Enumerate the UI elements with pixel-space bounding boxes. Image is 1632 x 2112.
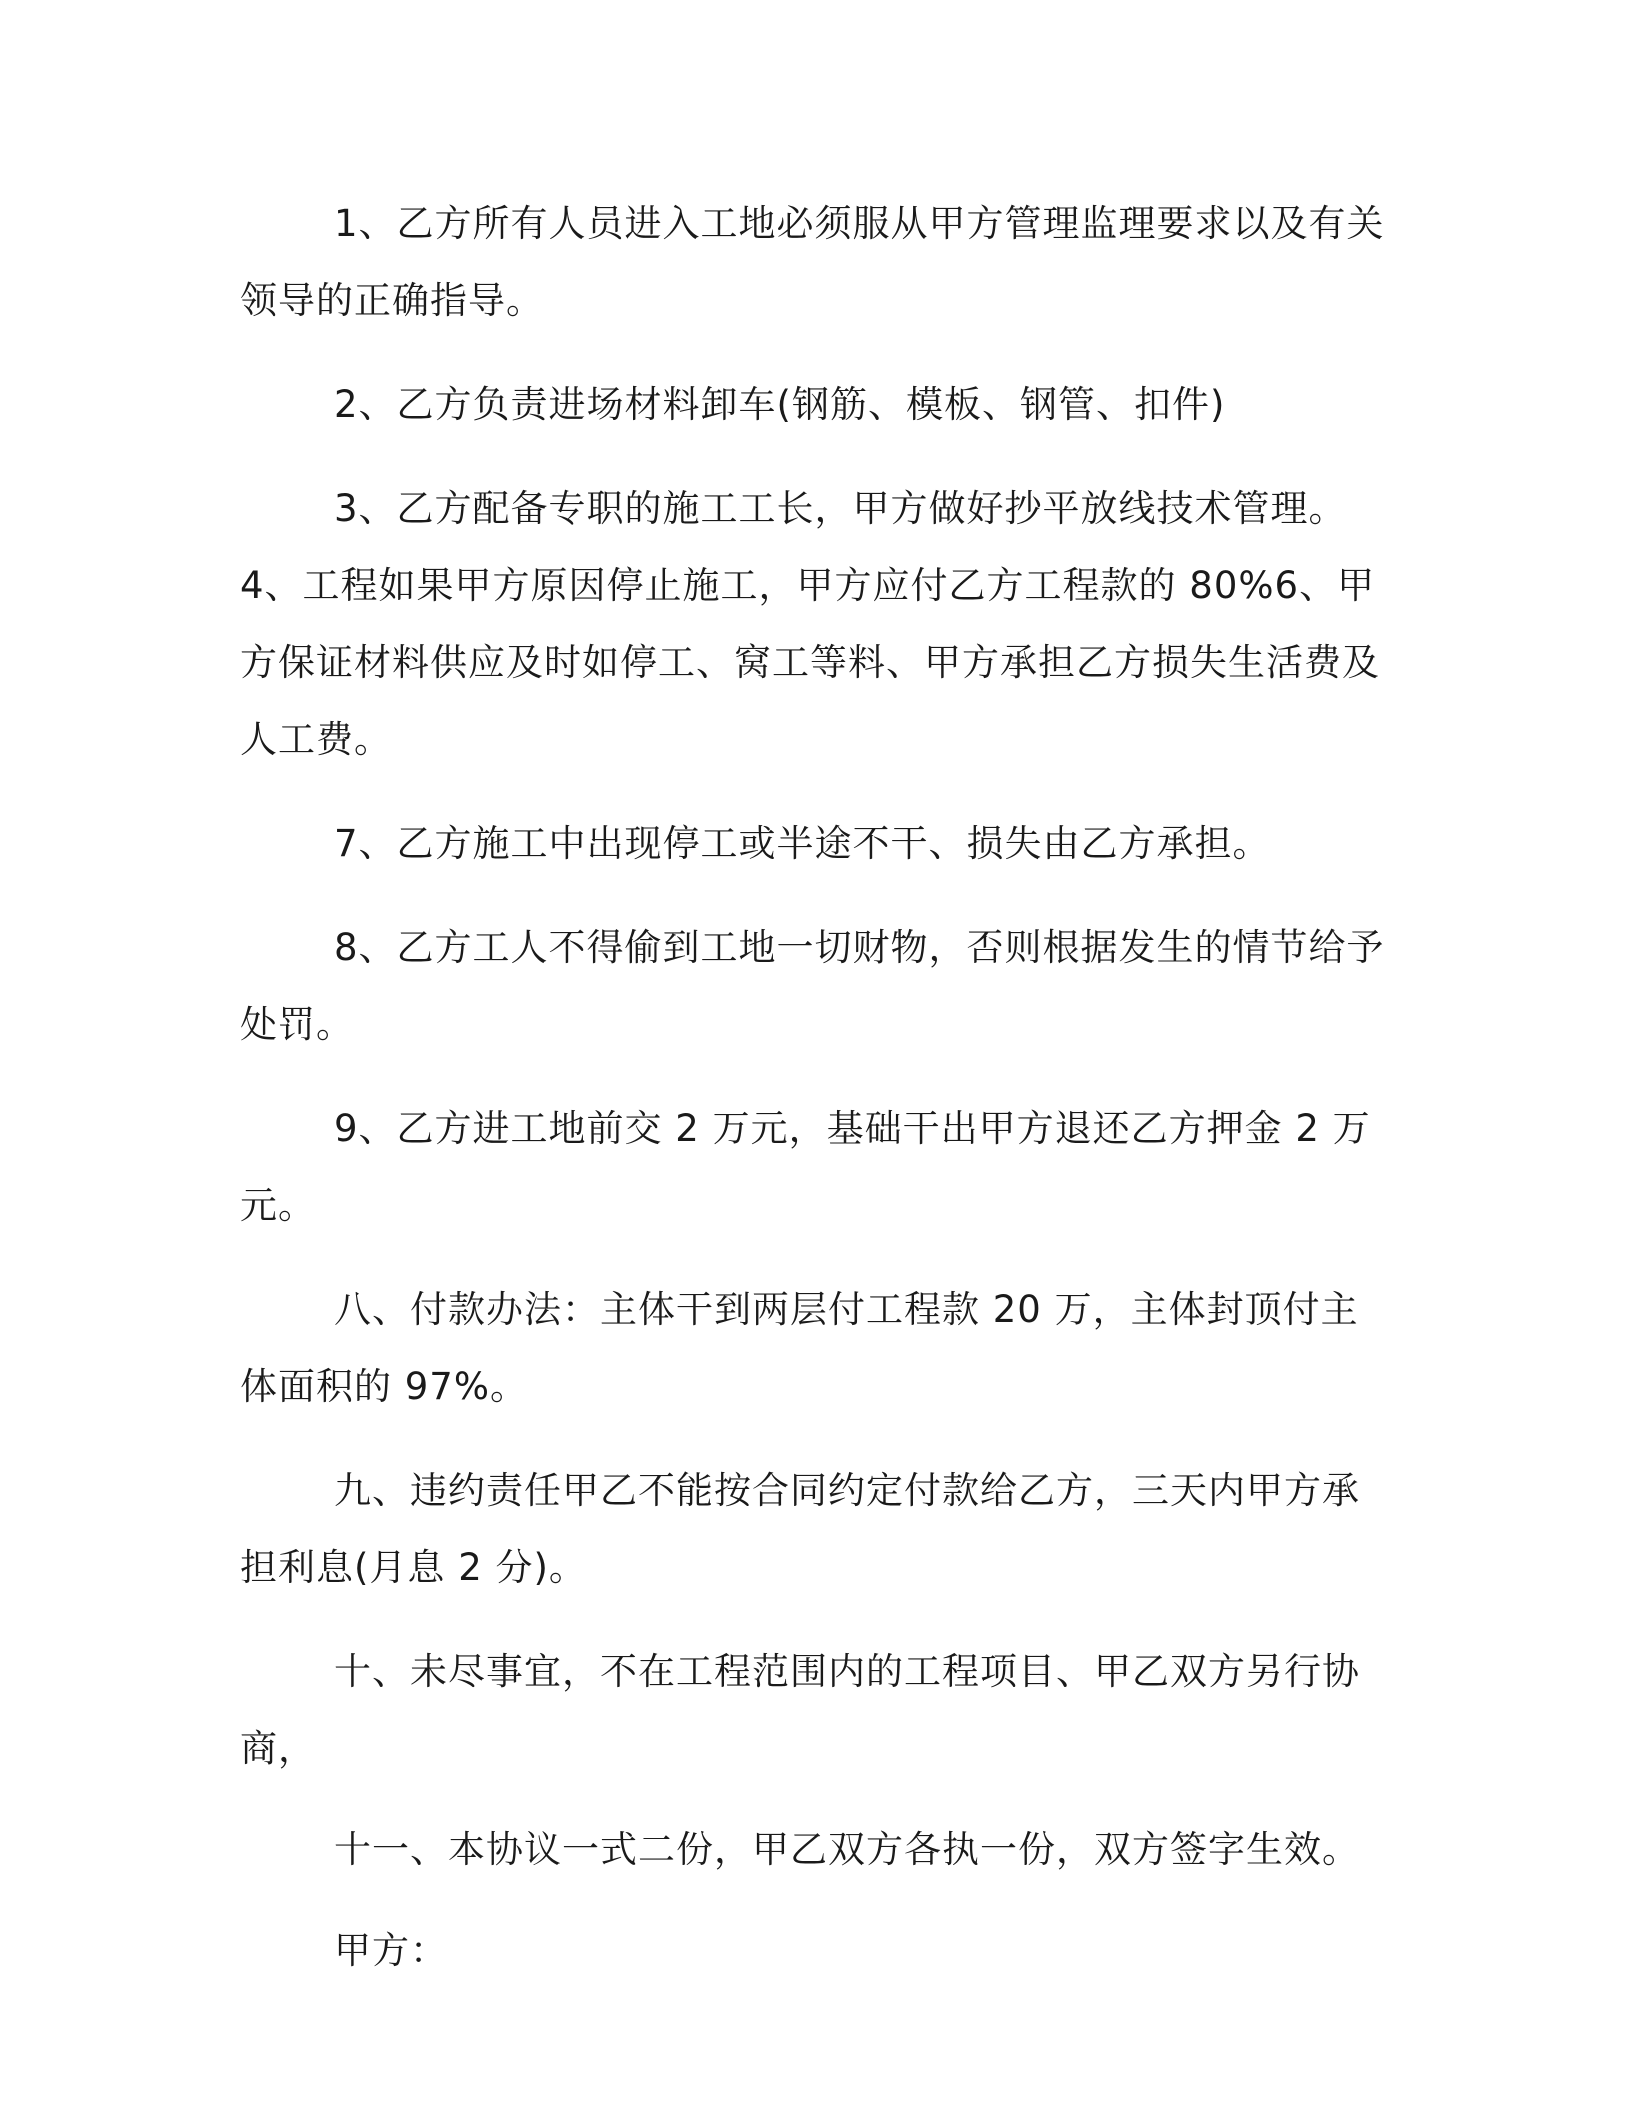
clause-7: 7、乙方施工中出现停工或半途不干、损失由乙方承担。 — [334, 822, 1271, 865]
clause-9: 9、乙方进工地前交 2 万元，基础干出甲方退还乙方押金 2 万元。 — [240, 1107, 1371, 1227]
section-9-breach-liability: 九、违约责任甲乙不能按合同约定付款给乙方，三天内甲方承担利息(月息 2 分)。 — [240, 1469, 1360, 1589]
clause-8: 8、乙方工人不得偷到工地一切财物，否则根据发生的情节给予处罚。 — [240, 926, 1385, 1046]
section-11-copies: 十一、本协议一式二份，甲乙双方各执一份，双方签字生效。 — [334, 1828, 1360, 1871]
party-a-signature-label: 甲方： — [334, 1929, 448, 1972]
clause-1: 1、乙方所有人员进入工地必须服从甲方管理监理要求以及有关领导的正确指导。 — [240, 202, 1385, 322]
document-body — [240, 185, 1390, 1989]
clause-3-4-6: 3、乙方配备专职的施工工长，甲方做好抄平放线技术管理。 4、工程如果甲方原因停止施工，甲方应付乙方工程款的 80%6、甲方保证材料供应及时如停工、窝工等料、甲方承担乙方损失生活费及人工费。 — [240, 487, 1380, 761]
section-10-other-matters: 十、未尽事宜，不在工程范围内的工程项目、甲乙双方另行协商， — [240, 1650, 1360, 1770]
section-8-payment-method: 八、付款办法：主体干到两层付工程款 20 万，主体封顶付主体面积的 97%。 — [240, 1288, 1359, 1408]
clause-2: 2、乙方负责进场材料卸车(钢筋、模板、钢管、扣件) — [334, 383, 1226, 426]
